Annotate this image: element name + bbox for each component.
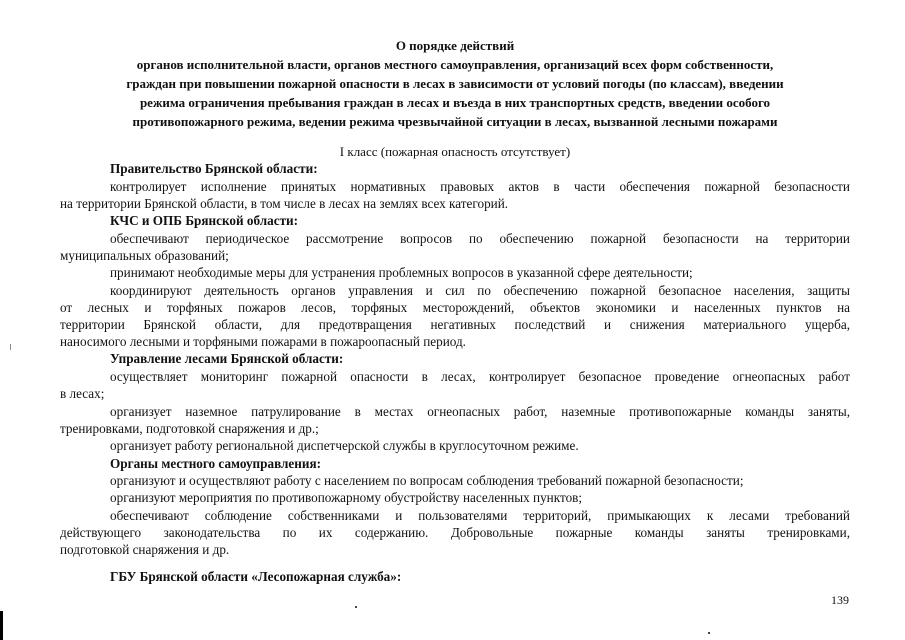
scan-artifact <box>10 344 11 350</box>
scan-edge-mark <box>0 611 3 640</box>
paragraph-line: наносимого лесными и торфяными пожарами в пожароопасный период. <box>60 334 466 349</box>
subtitle-line: граждан при повышении пожарной опасности в лесах в зависимости от условий погоды (по классам), введении <box>126 76 784 91</box>
page-number: 139 <box>831 593 849 607</box>
paragraph-line: организует работу региональной диспетчерской службы в круглосуточном режиме. <box>110 438 579 453</box>
section-heading: ГБУ Брянской области «Лесопожарная служба»: <box>110 569 402 584</box>
section-heading: Правительство Брянской области: <box>110 161 318 176</box>
paragraph-line: организуют мероприятия по противопожарному обустройству населенных пунктов; <box>110 490 583 505</box>
section-heading: КЧС и ОПБ Брянской области: <box>110 213 299 228</box>
paragraph-line: действующего законодательства по их содержанию. Добровольные пожарные команды заняты тренировками, <box>60 525 850 540</box>
subtitle-line: противопожарного режима, ведении режима чрезвычайной ситуации в лесах, вызванной лесными пожарами <box>132 114 778 129</box>
paragraph-line: территории Брянской области, для предотвращения негативных последствий и снижения материального ущерба, <box>60 317 850 332</box>
paragraph-line: координируют деятельность органов управления и сил по обеспечению пожарной безопасное населения, защиты <box>110 283 850 298</box>
scan-artifact <box>708 632 710 634</box>
paragraph-line: обеспечивают соблюдение собственниками и пользователями территорий, примыкающих к лесами требований <box>110 508 850 523</box>
paragraph-line: организует наземное патрулирование в местах огнеопасных работ, наземные противопожарные команды заняты, <box>110 404 850 419</box>
section-heading: Органы местного самоуправления: <box>110 456 321 471</box>
paragraph-line: подготовкой снаряжения и др. <box>60 542 230 557</box>
subtitle-line: органов исполнительной власти, органов местного самоуправления, организаций всех форм собственности, <box>136 57 774 72</box>
paragraph-line: осуществляет мониторинг пожарной опасности в лесах, контролирует безопасное проведение огнеопасных работ <box>110 369 850 384</box>
document-title: О порядке действий <box>395 38 515 53</box>
scan-artifact <box>355 606 357 608</box>
subtitle-line: режима ограничения пребывания граждан в лесах и въезда в них транспортных средств, введении особого <box>139 95 771 110</box>
paragraph-line: на территории Брянской области, в том числе в лесах на землях всех категорий. <box>60 196 509 211</box>
paragraph-line: в лесах; <box>60 386 105 401</box>
paragraph-line: муниципальных образований; <box>60 248 229 263</box>
class-heading: I класс (пожарная опасность отсутствует) <box>339 144 571 159</box>
section-heading: Управление лесами Брянской области: <box>110 351 344 366</box>
paragraph-line: от лесных и торфяных пожаров лесов, торфяных месторождений, объектов экономики и населенных пунктов на <box>60 300 850 315</box>
paragraph-line: обеспечивают периодическое рассмотрение вопросов по обеспечению пожарной безопасности на территории <box>110 231 850 246</box>
paragraph-line: организуют и осуществляют работу с населением по вопросам соблюдения требований пожарной безопасности; <box>110 473 744 488</box>
paragraph-line: контролирует исполнение принятых нормативных правовых актов в части обеспечения пожарной безопасности <box>110 179 850 194</box>
paragraph-line: тренировками, подготовкой снаряжения и др.; <box>60 421 319 436</box>
paragraph-line: принимают необходимые меры для устранения проблемных вопросов в указанной сфере деятельности; <box>110 265 693 280</box>
